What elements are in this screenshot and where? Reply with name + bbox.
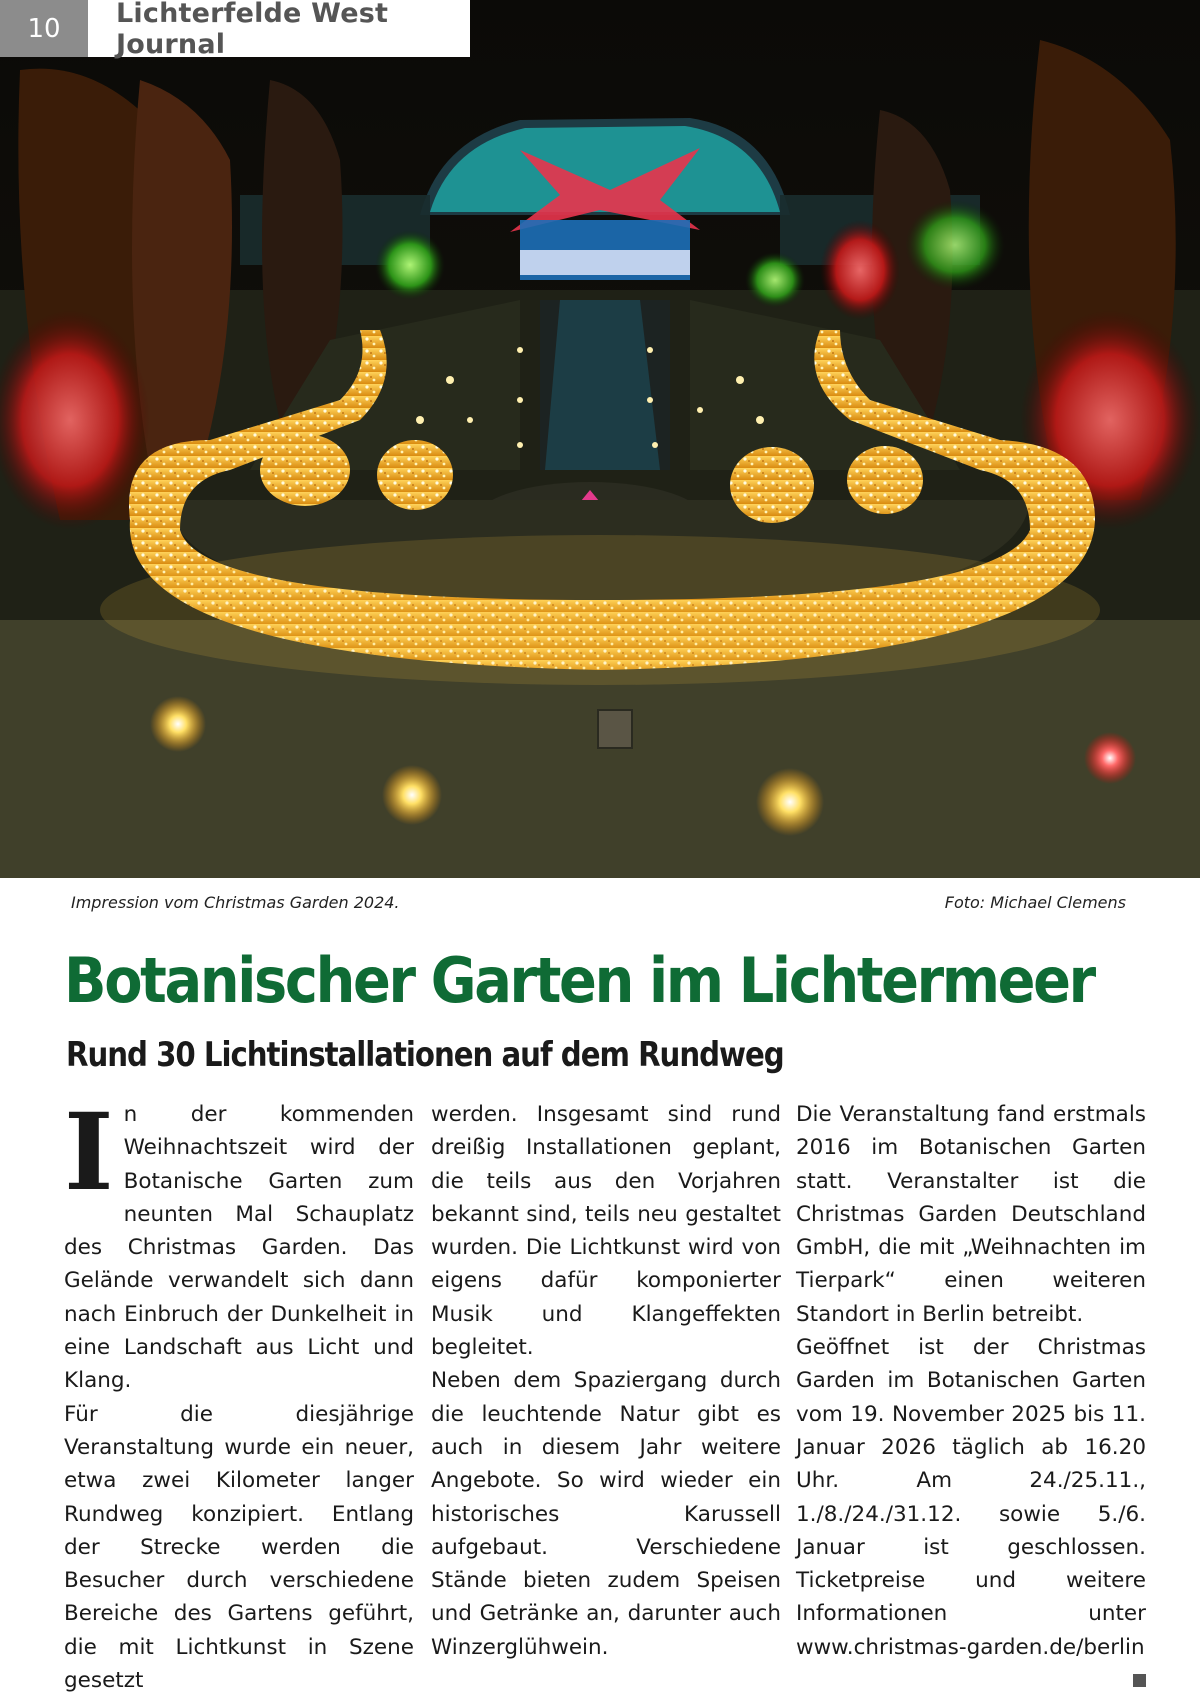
paragraph-2: Für die diesjährige Veranstaltung wurde ein neuer, etwa zwei Kilometer langer Rundweg konzipiert. Entlang der Strecke werden die Besucher durch verschiedene Bereiche des Gartens geführt, die mit Lichtkunst in Szene gesetzt bbox=[64, 1401, 414, 1694]
photo-credit: Foto: Michael Clemens bbox=[944, 893, 1126, 912]
page-number: 10 bbox=[0, 0, 88, 57]
paragraph-4: Neben dem Spaziergang durch die leuchtende Natur gibt es auch in diesem Jahr weitere Angebote. So wird wieder ein historisches Karussell aufgebaut. Verschiedene Stände bieten zudem Speisen und Getränke an, darunter auch Winzerglühwein. bbox=[431, 1368, 781, 1660]
paragraph-1 bbox=[64, 1089, 414, 1398]
paragraph-6-text: Geöffnet ist der Christmas Garden im Botanischen Garten vom 19. November 2025 bis 11. Januar 2026 täglich ab 16.20 Uhr. Am 24./25.11., 1./8./24./31.12. sowie 5./6. Januar ist geschlossen. Ticketpreise und weitere Informationen unter www.christmas-garden.de/berlin bbox=[796, 1335, 1146, 1660]
end-of-article-icon bbox=[1133, 1674, 1146, 1687]
article-headline: Botanischer Garten im Lichtermeer bbox=[64, 944, 1094, 1017]
photo-caption: Impression vom Christmas Garden 2024. bbox=[71, 893, 400, 912]
paragraph-6 bbox=[796, 1331, 1146, 1664]
article-column-3 bbox=[796, 1098, 1146, 1687]
journal-name: Lichterfelde West Journal bbox=[88, 0, 470, 57]
article-subheadline: Rund 30 Lichtinstallationen auf dem Rundweg bbox=[66, 1035, 784, 1075]
article-column-1 bbox=[64, 1089, 414, 1697]
paragraph-5: Die Veranstaltung fand erstmals 2016 im Botanischen Garten statt. Veranstalter ist die Christmas Garden Deutschland GmbH, die mit „Weihnachten im Tierpark“ einen weiteren Standort in Berlin betreibt. bbox=[796, 1102, 1146, 1327]
drop-cap: I bbox=[64, 1089, 114, 1214]
paragraph-1-text: n der kommenden Weihnachtszeit wird der Botanische Garten zum neunten Mal Schauplatz des Christmas Garden. Das Gelände verwandelt sich dann nach Einbruch der Dunkelheit in eine Landschaft aus Licht und Klang. bbox=[64, 1102, 414, 1394]
paragraph-3: werden. Insgesamt sind rund dreißig Installationen geplant, die teils aus den Vorjahren bekannt sind, teils neu gestaltet wurden. Die Lichtkunst wird von eigens dafür komponierter Musik und Klangeffekten begleitet. bbox=[431, 1102, 781, 1361]
article-column-2 bbox=[431, 1098, 781, 1664]
